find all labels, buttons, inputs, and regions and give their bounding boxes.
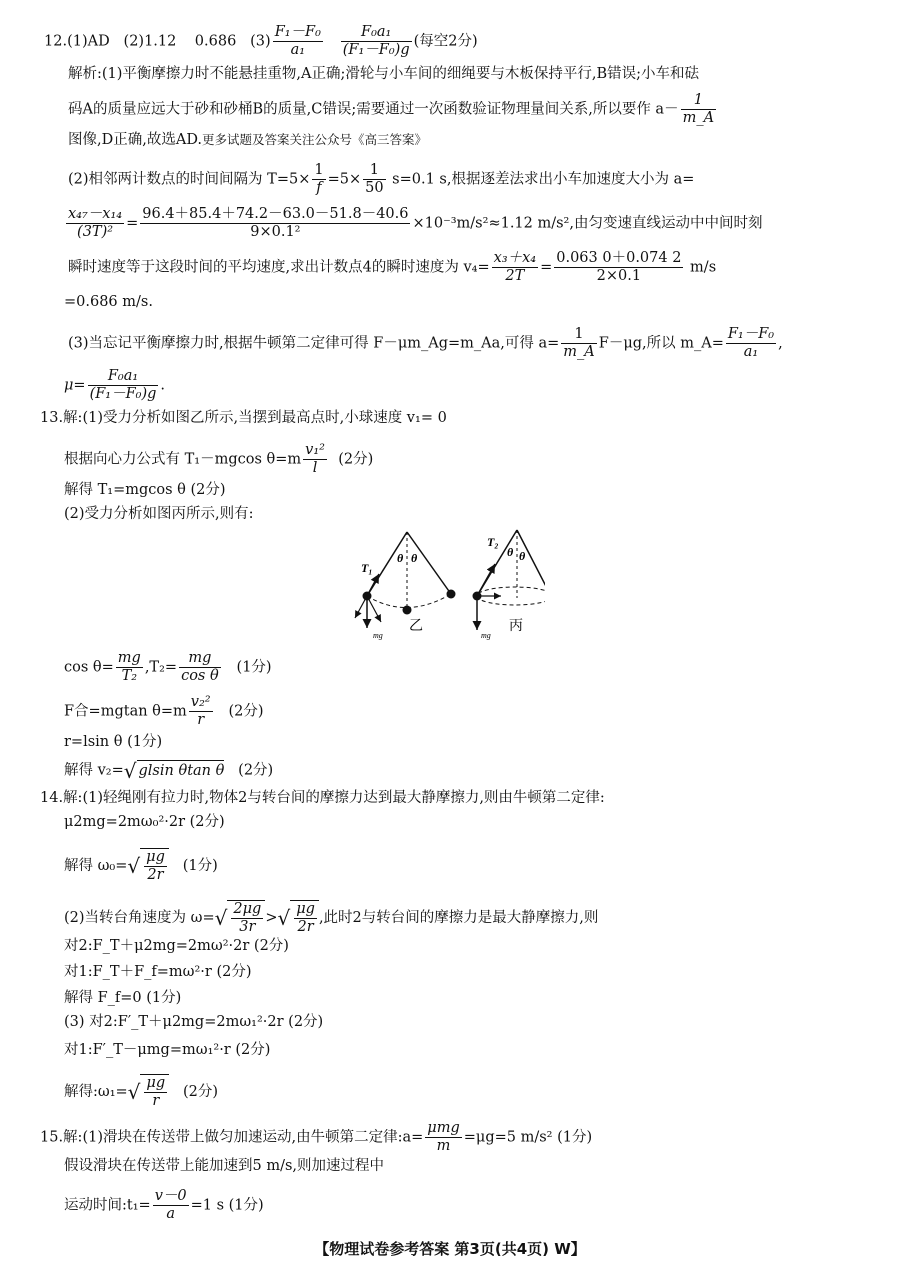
ball bbox=[403, 606, 412, 615]
q12-a2: (2)1.12 bbox=[123, 33, 177, 50]
q13-line: 解得 v₂=√ glsin θtan θ (2分) bbox=[64, 758, 274, 783]
paragraph-line: μ= $\frac{\text{F₀a₁}}{\text{(F₁－F₀)g}}$ . bbox=[64, 368, 166, 402]
fraction: μmg m bbox=[427, 1120, 460, 1154]
fraction: $\frac{1}{m\_A}$ bbox=[563, 326, 595, 360]
fraction: $\frac{v-0}{a}$ bbox=[154, 1188, 187, 1222]
q12-answer-line bbox=[44, 24, 478, 59]
q13-line: 13.解:(1)受力分析如图乙所示,当摆到最高点时,小球速度 v₁= 0 bbox=[40, 410, 447, 426]
fraction: $\frac{mg}{\text{T₂}}$ bbox=[117, 650, 141, 684]
fraction: $\frac{96.4+85.4+74.2-63.0-51.8-40.6}{\text{9×0.1²}}$ bbox=[142, 206, 409, 240]
label-theta: θ bbox=[411, 551, 418, 565]
q12-a4: (3) bbox=[250, 33, 271, 50]
label-theta: θ bbox=[397, 551, 404, 565]
q12-a3: 0.686 bbox=[194, 33, 237, 50]
q15-line: 运动时间:t₁= $\frac{v-0}{a}$ =1 s (1分) bbox=[64, 1188, 264, 1222]
q14-line: 解得 F_f=0 (1分) bbox=[64, 990, 182, 1006]
q13-line: F合=mgtan θ=m $\frac{\text{v₂²}}{r}$ (2分) bbox=[64, 694, 264, 728]
q13-line: 根据向心力公式有 T₁－mgcos θ=m $\frac{\text{v₁²}}{l}$ (2分) bbox=[64, 442, 374, 476]
arc-path bbox=[367, 594, 451, 608]
paragraph-line: (2)相邻两计数点的时间间隔为 T=5× $\frac{1}{f}$ =5× $\frac{1}{50}$ s=0.1 s,根据逐差法求出小车加速度大小为 a= bbox=[68, 162, 695, 196]
q12-number: 12. bbox=[44, 33, 68, 50]
sqrt: √ $\frac{2\mu g}{3r}$ bbox=[215, 900, 266, 936]
q15-line: 15.解:(1)滑块在传送带上做匀加速运动,由牛顿第二定律:a= μmg m =μg=5 m/s² (1分) bbox=[40, 1120, 593, 1154]
q14-line: 解得 ω₀=√ $\frac{\mu g}{2r}$ (1分) bbox=[64, 849, 218, 883]
tension-arrow bbox=[477, 564, 495, 596]
q12-a1: (1)AD bbox=[67, 33, 110, 50]
label-theta: θ bbox=[519, 549, 526, 563]
fraction: $\frac{\mu g}{2r}$ bbox=[296, 901, 315, 935]
sqrt: √ $\frac{\mu g}{2r}$ bbox=[277, 900, 318, 936]
paragraph-line: 图像,D正确,故选AD.更多试题及答案关注公众号《高三答案》 bbox=[68, 132, 428, 148]
q14-line: (2)当转台角速度为 ω=√ $\frac{2\mu g}{3r}$ >√ $\frac{\mu g}{2r}$ ,此时2与转台间的摩擦力是最大静摩擦力,则 bbox=[64, 901, 599, 935]
paragraph-line: $\frac{\text{x₄₇－x₁₄}}{\text{(3T)²}}$ = $\frac{96.4+85.4+74.2-63.0-51.8-40.6}{\text{9×0.1²}}$ ×10⁻³m/s²≈1.12 m/s²,由匀变速直线运动中中间时刻 bbox=[68, 206, 763, 240]
page-footer: 【物理试卷参考答案 第3页(共4页) W】 bbox=[314, 1240, 586, 1258]
label-yi: 乙 bbox=[409, 618, 423, 634]
figure-bing bbox=[473, 530, 546, 640]
q13-line: r=lsin θ (1分) bbox=[64, 734, 163, 750]
fraction: $\frac{0.063 0+0.074 2}{2\times 0.1}$ bbox=[556, 250, 682, 284]
q15-line: 假设滑块在传送带上能加速到5 m/s,则加速过程中 bbox=[64, 1158, 385, 1174]
sqrt: √ $\frac{\mu g}{r}$ bbox=[128, 1074, 169, 1110]
fraction: $\frac{\text{v₂²}}{r}$ bbox=[190, 694, 211, 728]
q13-line: (2)受力分析如图丙所示,则有: bbox=[64, 506, 254, 522]
q13-line: cos θ= $\frac{mg}{\text{T₂}}$ ,T₂= $\frac{mg}{\text{cos θ}}$ (1分) bbox=[64, 650, 272, 684]
advert-text: 更多试题及答案关注公众号《高三答案》 bbox=[202, 132, 428, 147]
paragraph-line: =0.686 m/s. bbox=[64, 294, 153, 310]
fraction: $\frac{\text{F₀a₁}}{\text{(F₁－F₀)g}}$ bbox=[342, 24, 410, 58]
q13-line: 解得 T₁=mgcos θ (2分) bbox=[64, 482, 226, 498]
paragraph-line: 瞬时速度等于这段时间的平均速度,求出计数点4的瞬时速度为 v₄= $\frac{\text{x₃＋x₄}}{2T}$ = $\frac{0.063 0+0.074 2}{2\times 0.1}$ m/s bbox=[68, 250, 717, 284]
fraction: $\frac{\mu g}{r}$ bbox=[146, 1075, 166, 1109]
fraction: $\frac{2\mu g}{3r}$ bbox=[233, 901, 262, 935]
sqrt: √ $\frac{\mu g}{2r}$ bbox=[127, 848, 168, 884]
component-arrow bbox=[355, 596, 367, 618]
label-mg: mg bbox=[373, 631, 383, 640]
fraction: $\frac{\text{x₃＋x₄}}{2T}$ bbox=[493, 250, 537, 284]
fraction: $\frac{1}{f}$ bbox=[314, 162, 324, 196]
label-theta: θ bbox=[507, 545, 514, 559]
paragraph-line: (3)当忘记平衡摩擦力时,根据牛顿第二定律可得 F－μm_Ag=m_Aa,可得 a= $\frac{1}{m\_A}$ F－μg,所以 m_A= $\frac{\text{F₁－F₀}}{\text{a₁}}$ , bbox=[68, 326, 783, 360]
fraction: $\frac{\text{F₁－F₀}}{\text{a₁}}$ bbox=[727, 326, 775, 360]
q14-line: μ2mg=2mω₀²·2r (2分) bbox=[64, 814, 225, 830]
fraction: $\frac{\text{F₁－F₀}}{\text{a₁}}$ bbox=[274, 24, 321, 58]
score: (每空2分) bbox=[413, 33, 478, 50]
string-right bbox=[517, 530, 545, 596]
figure-yi bbox=[355, 532, 456, 640]
sqrt: √ glsin θtan θ bbox=[123, 758, 225, 783]
force-diagram-figure bbox=[345, 522, 545, 642]
fraction: $\frac{\text{F₀a₁}}{\text{(F₁－F₀)g}}$ bbox=[89, 368, 157, 402]
paragraph-line: 码A的质量应远大于砂和砂桶B的质量,C错误;需要通过一次函数验证物理量间关系,所以要作 a－ $\frac{1}{m\_A}$ bbox=[68, 92, 715, 126]
fraction: $\frac{\mu g}{2r}$ bbox=[146, 849, 165, 883]
label-mg: mg bbox=[481, 631, 491, 640]
q14-line: 解得:ω₁=√ $\frac{\mu g}{r}$ (2分) bbox=[64, 1075, 219, 1109]
fraction: $\frac{1}{50}$ bbox=[365, 162, 384, 196]
fraction: $\frac{1}{m\_A}$ bbox=[682, 92, 715, 126]
label-bing: 丙 bbox=[509, 618, 523, 634]
label-T2: T₂ bbox=[487, 535, 499, 549]
fraction: $\frac{\text{x₄₇－x₁₄}}{\text{(3T)²}}$ bbox=[68, 206, 123, 240]
q14-line: (3) 对2:F′_T＋μ2mg=2mω₁²·2r (2分) bbox=[64, 1014, 324, 1030]
tension-arrow bbox=[367, 574, 379, 596]
q14-line: 对1:F′_T－μmg=mω₁²·r (2分) bbox=[64, 1042, 271, 1058]
paragraph-line: 解析:(1)平衡摩擦力时不能悬挂重物,A正确;滑轮与小车间的细绳要与木板保持平行,B错误;小车和砝 bbox=[68, 66, 700, 82]
q14-line: 14.解:(1)轻绳刚有拉力时,物体2与转台间的摩擦力达到最大静摩擦力,则由牛顿第二定律: bbox=[40, 790, 605, 806]
fraction: $\frac{mg}{\text{cos θ}}$ bbox=[181, 650, 219, 684]
fraction: $\frac{\text{v₁²}}{l}$ bbox=[305, 442, 325, 476]
ball bbox=[447, 590, 456, 599]
label-T1: T₁ bbox=[361, 561, 373, 575]
q14-line: 对2:F_T＋μ2mg=2mω²·2r (2分) bbox=[64, 938, 289, 954]
q14-line: 对1:F_T＋F_f=mω²·r (2分) bbox=[64, 964, 252, 980]
